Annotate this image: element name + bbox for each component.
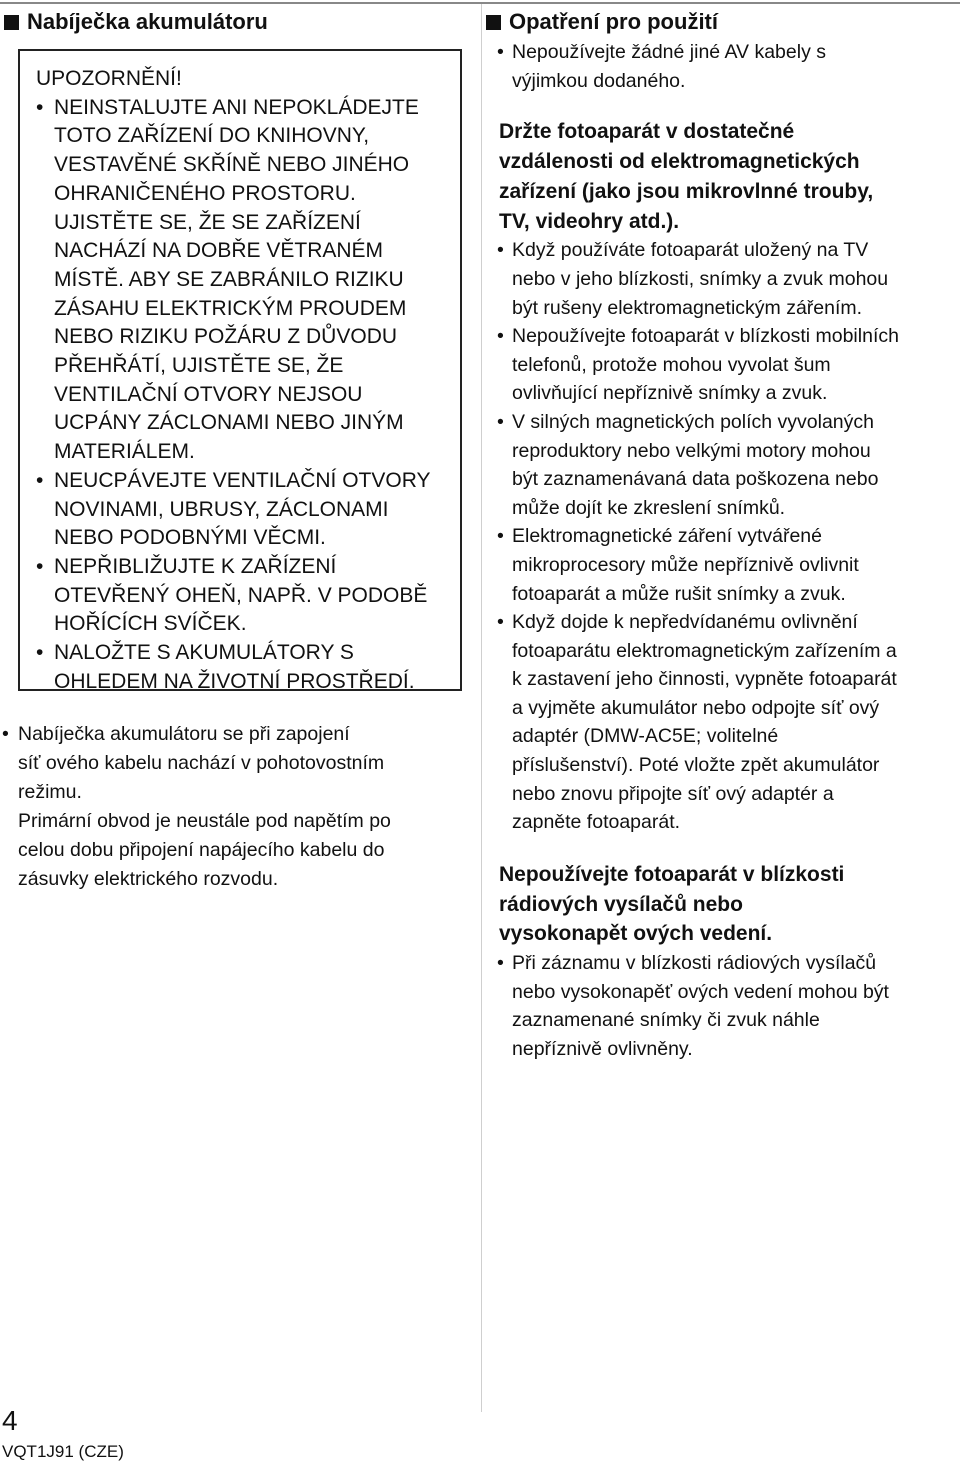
bold-heading-line: Nepoužívejte fotoaparát v blízkosti <box>499 862 845 886</box>
em-item-line: Elektromagnetické záření vytvářené <box>512 525 822 548</box>
note-line: Primární obvod je neustále pod napětím po <box>18 810 391 832</box>
charger-note <box>2 720 488 894</box>
warning-item-line: OTEVŘENÝ OHEŇ, NAPŘ. V PODOBĚ <box>54 583 428 607</box>
warning-item-line: VESTAVĚNÉ SKŘÍNĚ NEBO JINÉHO <box>54 153 410 177</box>
warning-list <box>36 94 466 697</box>
em-item <box>497 522 959 608</box>
em-item-line: ovlivňující nepříznivě snímky a zvuk. <box>512 382 828 405</box>
bullet-icon: • <box>36 95 44 119</box>
bullet-icon: • <box>2 723 9 745</box>
em-item-line: adaptér (DMW-AC5E; volitelné <box>512 725 779 748</box>
left-heading-text: Nabíječka akumulátoru <box>27 9 268 34</box>
em-item <box>497 408 959 522</box>
warning-item-line: NALOŽTE S AKUMULÁTORY S <box>54 641 354 665</box>
bold-heading-line: vzdálenosti od elektromagnetických <box>499 149 860 173</box>
warning-item-line: NEBO RIZIKU POŽÁRU Z DŮVODU <box>54 325 398 349</box>
em-item-line: reproduktory nebo velkými motory mohou <box>512 439 871 462</box>
warning-item-line: TOTO ZAŘÍZENÍ DO KNIHOVNY, <box>54 124 370 148</box>
em-distance-heading <box>499 117 959 236</box>
em-item-line: zapněte fotoaparát. <box>512 811 681 834</box>
av-cable-notes <box>497 38 959 95</box>
bold-heading-line: vysokonapět ových vedení. <box>499 922 773 946</box>
bullet-icon: • <box>497 611 504 634</box>
em-item-line: Když dojde k nepředvídanému ovlivnění <box>512 611 858 634</box>
warning-item <box>36 94 466 467</box>
right-section-heading <box>486 8 718 36</box>
radio-item-line: zaznamenané snímky či zvuk náhle <box>512 1009 820 1032</box>
bold-heading-line: Držte fotoaparát v dostatečné <box>499 120 795 144</box>
em-item <box>497 236 959 322</box>
warning-title: UPOZORNĚNÍ! <box>36 67 182 90</box>
warning-item-line: UJISTĚTE SE, ŽE SE ZAŘÍZENÍ <box>54 210 361 234</box>
bullet-icon: • <box>497 410 504 433</box>
em-item-line: může dojít ke zkreslení snímků. <box>512 496 786 519</box>
bold-heading-line: rádiových vysílačů nebo <box>499 892 743 916</box>
av-cable-item-line: výjimkou dodaného. <box>512 69 686 92</box>
radio-item-line: nepříznivě ovlivněny. <box>512 1038 693 1061</box>
em-item-line: k zastavení jeho činnosti, vypněte fotoaparát <box>512 668 897 691</box>
em-item-line: mikroprocesory může nepříznivě ovlivnit <box>512 553 859 576</box>
note-line: síť ového kabelu nachází v pohotovostním <box>18 752 385 774</box>
note-line: Nabíječka akumulátoru se při zapojení <box>18 723 350 745</box>
em-item <box>497 608 959 837</box>
bold-heading-line: zařízení (jako jsou mikrovlnné trouby, <box>499 179 874 203</box>
warning-box <box>18 49 462 691</box>
warning-item <box>36 639 466 696</box>
bullet-icon: • <box>497 325 504 348</box>
av-cable-item-line: Nepoužívejte žádné jiné AV kabely s <box>512 41 826 63</box>
warning-item-line: NEBO PODOBNÝMI VĚCMI. <box>54 526 326 550</box>
warning-item-line: HOŘÍCÍCH SVÍČEK. <box>54 612 247 636</box>
radio-item-line: Při záznamu v blízkosti rádiových vysílačů <box>512 952 877 975</box>
em-item-line: telefonů, protože mohou vyvolat šum <box>512 353 831 376</box>
black-square-icon <box>486 15 501 30</box>
page-number: 4 <box>2 1405 18 1436</box>
column-divider <box>481 4 482 1412</box>
bullet-icon: • <box>36 641 44 665</box>
warning-item-line: NEINSTALUJTE ANI NEPOKLÁDEJTE <box>54 95 419 119</box>
em-item-line: být zaznamenávaná data poškozena nebo <box>512 468 879 491</box>
left-section-heading <box>4 8 268 36</box>
warning-item-line: ZÁSAHU ELEKTRICKÝM PROUDEM <box>54 296 407 320</box>
radio-transmitter-list <box>497 949 959 1063</box>
bullet-icon: • <box>497 41 504 63</box>
av-cable-item <box>497 38 959 95</box>
warning-item-line: OHRANIČENÉHO PROSTORU. <box>54 181 356 205</box>
em-item-line: příslušenství). Poté vložte zpět akumulátor <box>512 754 880 777</box>
bullet-icon: • <box>497 952 504 975</box>
warning-item-line: NOVINAMI, UBRUSY, ZÁCLONAMI <box>54 497 389 521</box>
radio-item-line: nebo vysokonapěť ových vedení mohou být <box>512 980 889 1003</box>
note-line: zásuvky elektrického rozvodu. <box>18 868 279 890</box>
em-item <box>497 322 959 408</box>
note-line: režimu. <box>18 781 82 803</box>
em-interference-list <box>497 236 959 836</box>
right-heading-text: Opatření pro použití <box>509 9 718 34</box>
warning-item-line: NEUCPÁVEJTE VENTILAČNÍ OTVORY <box>54 468 431 492</box>
warning-item-line: PŘEHŘÁTÍ, UJISTĚTE SE, ŽE <box>54 354 344 378</box>
document-code: VQT1J91 (CZE) <box>2 1442 124 1461</box>
warning-item-line: OHLEDEM NA ŽIVOTNÍ PROSTŘEDÍ. <box>54 669 415 693</box>
em-item-line: nebo v jeho blízkosti, snímky a zvuk mohou <box>512 267 889 290</box>
bullet-icon: • <box>36 468 44 492</box>
black-square-icon <box>4 15 19 30</box>
em-item-line: fotoaparátu elektromagnetickým zařízením a <box>512 639 897 662</box>
warning-item-line: MÍSTĚ. ABY SE ZABRÁNILO RIZIKU <box>54 267 404 291</box>
warning-item <box>36 553 466 639</box>
warning-item-line: MATERIÁLEM. <box>54 440 195 464</box>
em-item-line: Když používáte fotoaparát uložený na TV <box>512 239 869 262</box>
radio-item <box>497 949 959 1063</box>
bullet-icon: • <box>36 554 44 578</box>
warning-item-line: NACHÁZÍ NA DOBŘE VĚTRANÉM <box>54 239 384 263</box>
top-rule <box>0 2 960 4</box>
em-item-line: Nepoužívejte fotoaparát v blízkosti mobilních <box>512 325 899 348</box>
radio-transmitter-heading <box>499 860 959 949</box>
bold-heading-line: TV, videohry atd.). <box>499 209 680 233</box>
note-line: celou dobu připojení napájecího kabelu do <box>18 839 385 861</box>
em-item-line: V silných magnetických polích vyvolaných <box>512 410 874 433</box>
warning-item-line: VENTILAČNÍ OTVORY NEJSOU <box>54 382 363 406</box>
em-item-line: nebo znovu připojte síť ový adaptér a <box>512 782 834 805</box>
em-item-line: fotoaparát a může rušit snímky a zvuk. <box>512 582 846 605</box>
warning-item-line: UCPÁNY ZÁCLONAMI NEBO JINÝM <box>54 411 404 435</box>
right-column <box>497 38 959 1064</box>
warning-item-line: NEPŘIBLIŽUJTE K ZAŘÍZENÍ <box>54 554 337 578</box>
bullet-icon: • <box>497 525 504 548</box>
bullet-icon: • <box>497 239 504 262</box>
warning-item <box>36 467 466 553</box>
em-item-line: být rušeny elektromagnetickým zářením. <box>512 296 863 319</box>
em-item-line: a vyjměte akumulátor nebo odpojte síť ový <box>512 696 880 719</box>
